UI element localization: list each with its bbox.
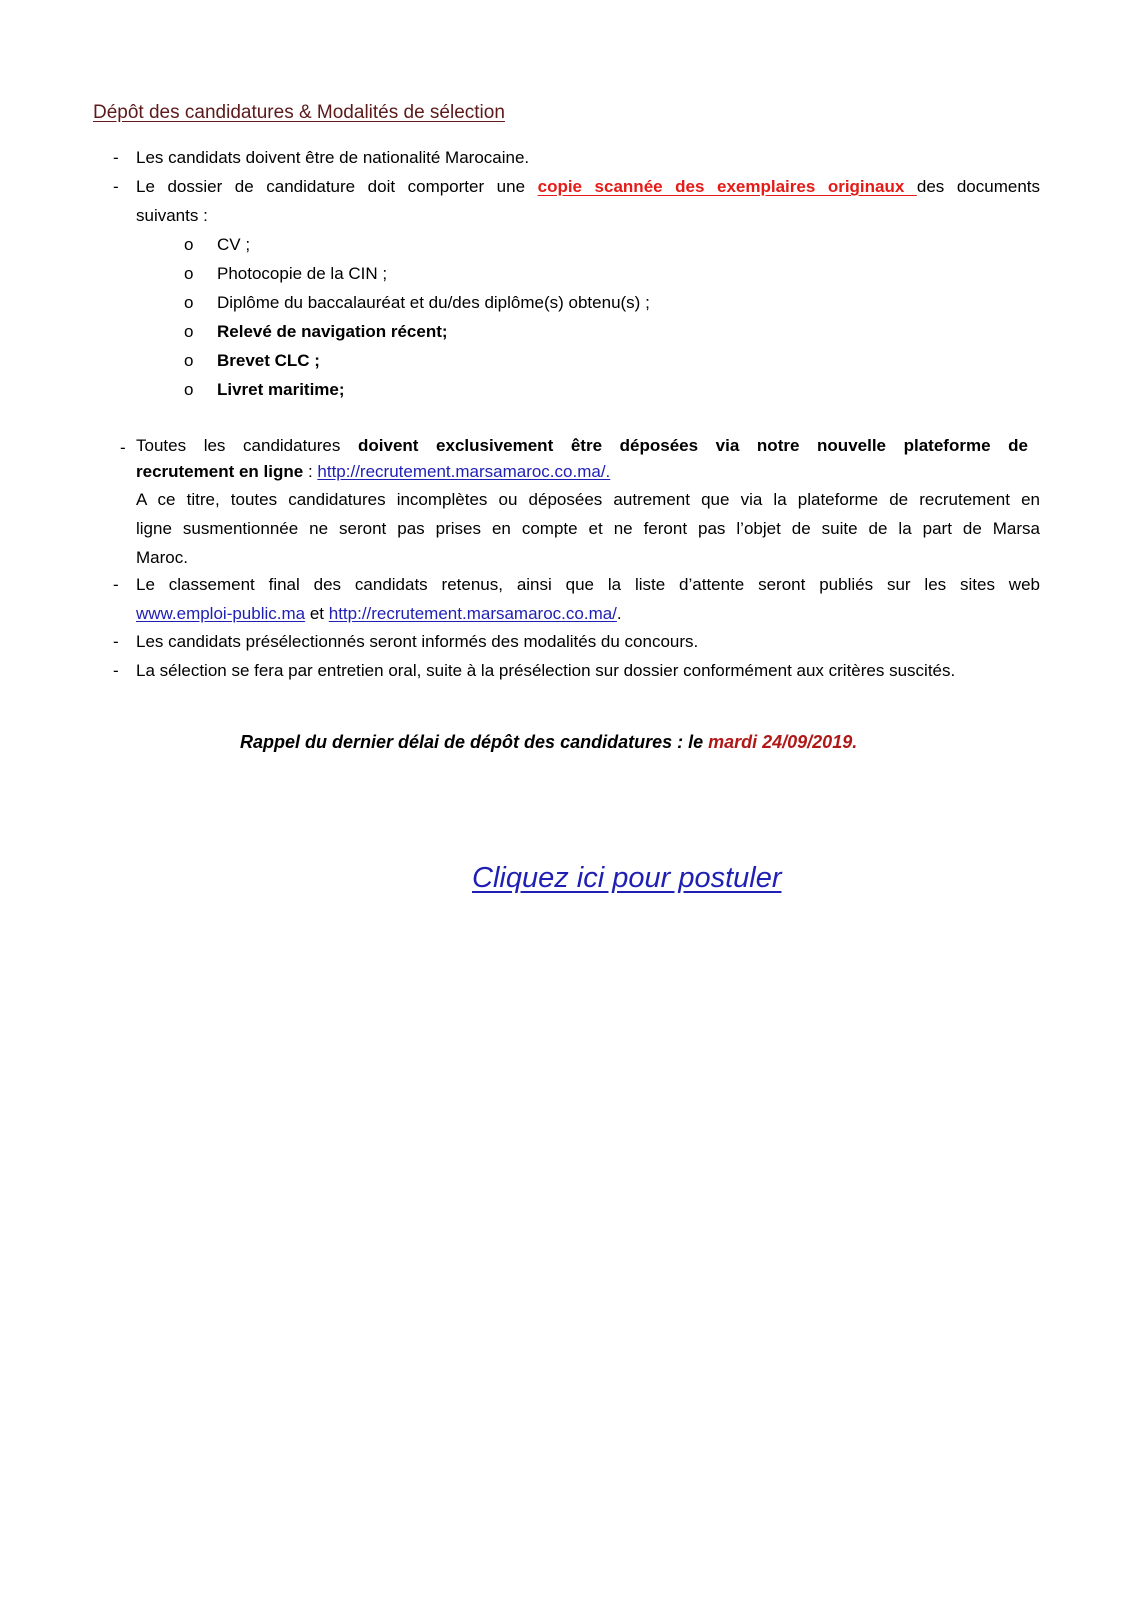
platform-note-line-3: Maroc.	[136, 548, 188, 567]
dossier-text-before: Le dossier de candidature doit comporter une	[136, 177, 538, 196]
circle-bullet: o	[184, 380, 194, 399]
reminder-date: mardi 24/09/2019.	[708, 732, 858, 752]
platform-note-line-2: ligne susmentionnée ne seront pas prises en compte et ne feront pas l’objet de suite de la part de Marsa	[136, 519, 1040, 538]
dossier-text-after: des documents	[916, 177, 1041, 196]
dossier-emphasis: copie scannée des exemplaires originaux	[537, 177, 917, 196]
marsamaroc-link[interactable]: http://recrutement.marsamaroc.co.ma/	[328, 604, 617, 623]
apply-link[interactable]: Cliquez ici pour postuler	[472, 862, 782, 894]
ranking-line-1: Le classement final des candidats retenus, ainsi que la liste d’attente seront publiés sur les sites web	[136, 575, 1040, 594]
platform-link[interactable]: http://recrutement.marsamaroc.co.ma/.	[317, 462, 611, 481]
deadline-reminder	[240, 732, 857, 753]
dash-bullet: -	[113, 632, 119, 651]
platform-label-bold: recrutement en ligne	[136, 462, 304, 481]
dash-bullet: -	[113, 661, 119, 680]
circle-bullet: o	[184, 235, 194, 254]
list-item	[0, 346, 1131, 375]
platform-line-2	[136, 459, 610, 485]
documents-list	[0, 230, 1131, 405]
emploi-public-link[interactable]: www.emploi-public.ma	[136, 604, 306, 623]
list-item	[0, 375, 1131, 404]
dossier-line-1	[136, 172, 1040, 201]
list-item-dossier	[113, 172, 1043, 232]
dash-bullet: -	[120, 438, 126, 457]
section-title: Dépôt des candidatures & Modalités de sélection	[93, 102, 505, 123]
ranking-and: et	[305, 604, 329, 623]
list-item-ranking	[113, 570, 1043, 628]
document-cv: CV ;	[217, 235, 251, 254]
document-diplome: Diplôme du baccalauréat et du/des diplôme(s) obtenu(s) ;	[217, 293, 650, 312]
list-item-platform	[120, 433, 1045, 569]
dash-bullet: -	[113, 177, 119, 196]
circle-bullet: o	[184, 264, 194, 283]
dash-bullet: -	[113, 575, 119, 594]
dash-bullet: -	[113, 148, 119, 167]
preselected-text: Les candidats présélectionnés seront informés des modalités du concours.	[136, 632, 699, 651]
document-livret: Livret maritime;	[217, 380, 345, 399]
circle-bullet: o	[184, 351, 194, 370]
list-item	[0, 317, 1131, 346]
nationality-text: Les candidats doivent être de nationalité Marocaine.	[136, 148, 530, 167]
list-item	[0, 230, 1131, 259]
document-brevet: Brevet CLC ;	[217, 351, 320, 370]
platform-text-normal: Toutes les candidatures	[136, 436, 358, 455]
document-cin: Photocopie de la CIN ;	[217, 264, 388, 283]
circle-bullet: o	[184, 293, 194, 312]
circle-bullet: o	[184, 322, 194, 341]
reminder-label: Rappel du dernier délai de dépôt des candidatures : le	[240, 732, 709, 752]
document-releve: Relevé de navigation récent;	[217, 322, 448, 341]
platform-separator: :	[303, 462, 318, 481]
dossier-line-2: suivants :	[136, 206, 208, 225]
platform-text-bold: doivent exclusivement être déposées via notre nouvelle plateforme de	[358, 436, 1028, 455]
platform-line-1	[136, 433, 1028, 459]
ranking-end: .	[616, 604, 622, 623]
selection-text: La sélection se fera par entretien oral, suite à la présélection sur dossier conformément aux critères suscités.	[136, 661, 956, 680]
platform-note-line-1: A ce titre, toutes candidatures incomplètes ou déposées autrement que via la plateforme de recrutement en	[136, 490, 1040, 509]
ranking-line-2	[136, 599, 622, 628]
list-item	[0, 259, 1131, 288]
list-item	[0, 288, 1131, 317]
